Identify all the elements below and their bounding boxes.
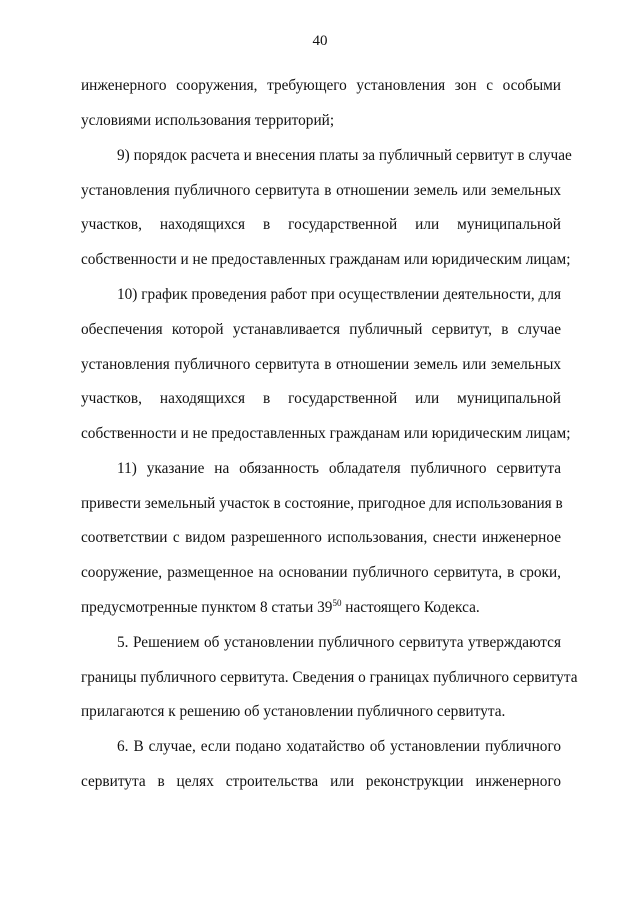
text-line [81,702,561,722]
line-text: прилагаются к решению об установлении публичного сервитута. [81,703,506,720]
line-text: участков, находящихся в государственной или муниципальной [81,216,561,233]
text-line [81,389,561,409]
text-line [81,494,561,514]
line-text: инженерного сооружения, требующего установления зон с особыми [81,77,561,94]
line-text: 6. В случае, если подано ходатайство об установлении публичного [117,738,561,755]
line-text: 11) указание на обязанность обладателя публичного сервитута [117,460,561,477]
article-superscript: 50 [332,597,342,608]
line-text: предусмотренные пунктом 8 статьи 39 [81,599,333,616]
line-text: установления публичного сервитута в отношении земель или земельных [81,356,561,373]
line-text: границы публичного сервитута. Сведения о границах публичного сервитута [81,669,578,686]
text-line [81,668,578,688]
text-line [81,355,561,375]
text-line [81,563,561,583]
line-text: 9) порядок расчета и внесения платы за публичный сервитут в случае [117,147,572,164]
line-text: обеспечения которой устанавливается публичный сервитут, в случае [81,321,561,338]
text-line [81,424,571,444]
text-line [81,76,561,96]
line-text: установления публичного сервитута в отношении земель или земельных [81,182,561,199]
line-text: условиями использования территорий; [81,112,335,129]
text-line [117,459,561,479]
line-text: соответствии с видом разрешенного использования, снести инженерное [81,529,561,546]
text-line [81,111,561,131]
text-line [81,598,561,618]
page-number: 40 [312,33,328,49]
line-text-continued: настоящего Кодекса. [341,599,480,616]
text-line [117,146,572,166]
line-text: собственности и не предоставленных гражданам или юридическим лицам; [81,251,571,268]
text-line [81,250,571,270]
text-line [81,320,561,340]
line-text: привести земельный участок в состояние, пригодное для использования в [81,495,563,512]
text-line [81,215,561,235]
text-line [81,528,561,548]
line-text: сооружение, размещенное на основании публичного сервитута, в сроки, [81,564,561,581]
text-line [81,772,561,792]
text-line [117,737,561,757]
line-text: 10) график проведения работ при осуществлении деятельности, для [117,286,561,303]
line-text: 5. Решением об установлении публичного сервитута утверждаются [117,634,561,651]
text-line [117,633,561,653]
line-text: участков, находящихся в государственной или муниципальной [81,390,561,407]
text-line [117,285,561,305]
text-line [81,181,561,201]
line-text: сервитута в целях строительства или реконструкции инженерного [81,773,561,790]
line-text: собственности и не предоставленных гражданам или юридическим лицам; [81,425,571,442]
